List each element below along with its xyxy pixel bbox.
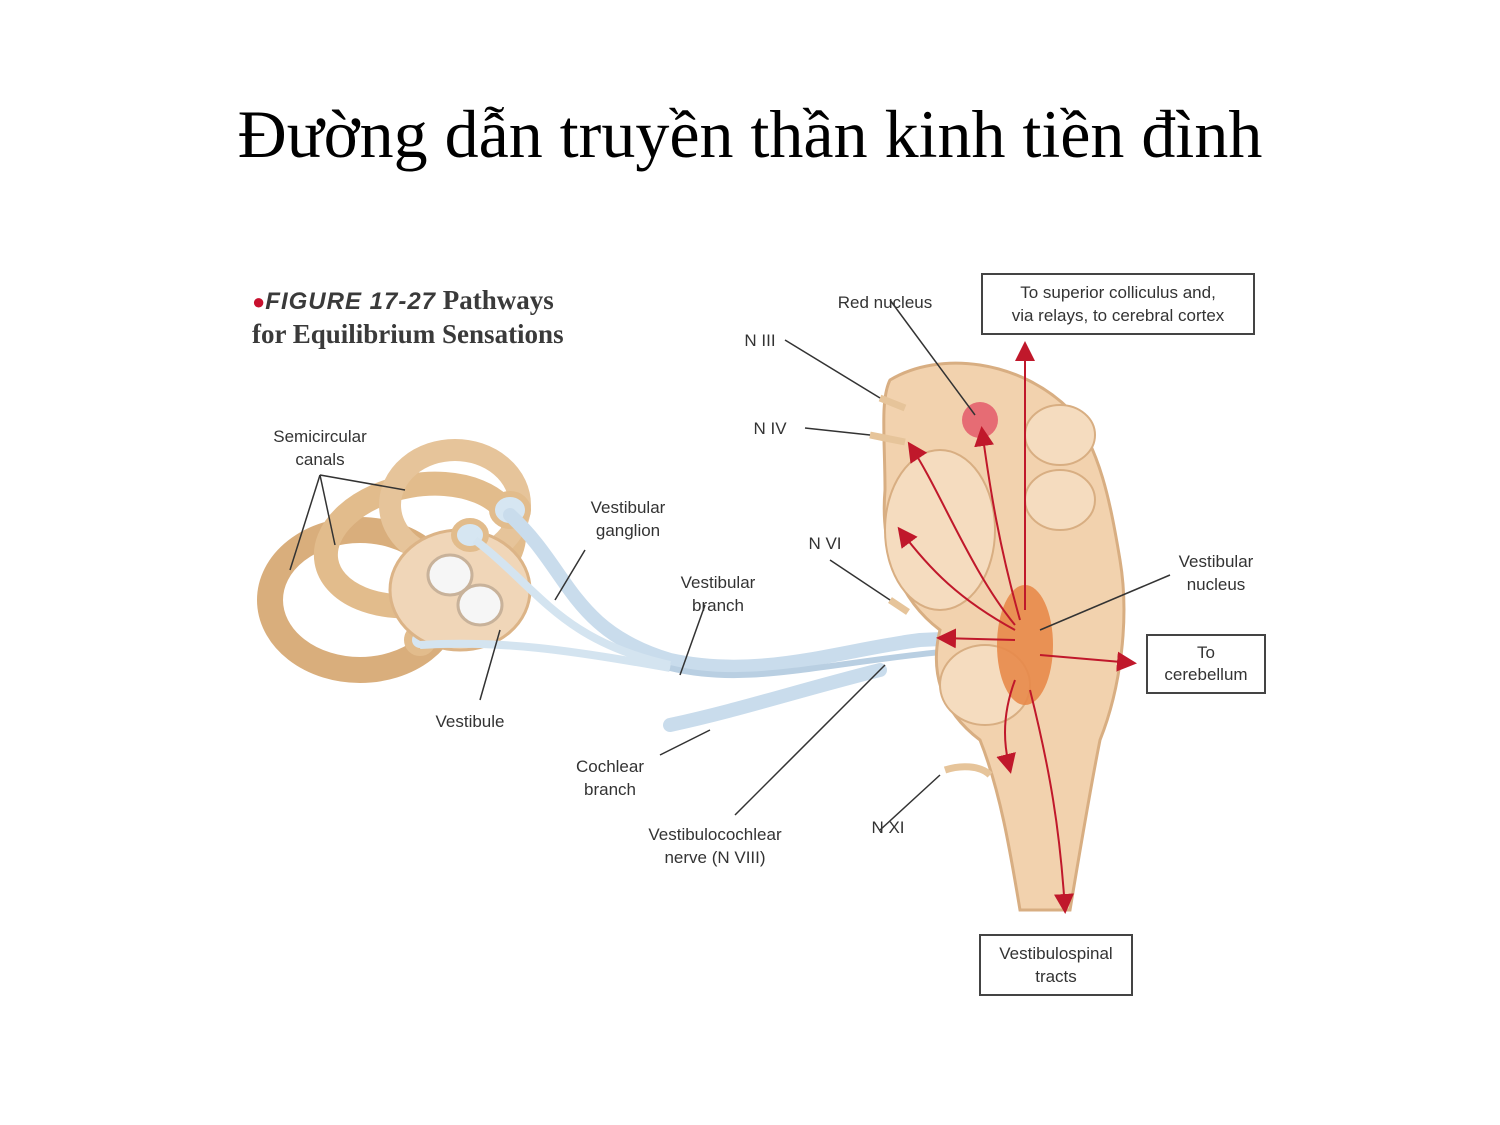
label-vestibular-nucleus-2: nucleus <box>1186 575 1246 594</box>
slide-title: Đường dẫn truyền thần kinh tiền đình <box>237 96 1263 172</box>
cerebellum-box <box>1147 635 1265 693</box>
superior-box-line2: via relays, to cerebral cortex <box>1011 306 1225 325</box>
label-vestibular-branch-1: Vestibular <box>680 573 756 592</box>
label-semicircular: Semicircular <box>273 427 367 446</box>
label-canals: canals <box>295 450 345 469</box>
label-red-nucleus: Red nucleus <box>837 293 933 312</box>
superior-box-line1: To superior colliculus and, <box>1020 283 1216 302</box>
label-cochlear-2: branch <box>584 780 636 799</box>
cerebellum-box-line2: cerebellum <box>1164 665 1248 684</box>
spinal-box-line2: tracts <box>1035 967 1077 986</box>
spinal-box-line1: Vestibulospinal <box>999 944 1113 963</box>
equilibrium-pathways-figure <box>240 270 1280 1010</box>
superior-colliculus-box <box>982 274 1254 334</box>
label-vestibular-ganglion-1: Vestibular <box>590 498 666 517</box>
label-vestibular-ganglion-2: ganglion <box>595 521 661 540</box>
label-n3: N III <box>744 331 776 350</box>
figure-heading-line2: for Equilibrium Sensations <box>252 319 564 349</box>
red-nucleus <box>962 402 998 438</box>
label-vestibulocochlear-2: nerve (N VIII) <box>664 848 766 867</box>
label-vestibule: Vestibule <box>435 712 505 731</box>
label-vestibular-branch-2: branch <box>692 596 744 615</box>
figure-heading-rest: Pathways <box>442 285 554 315</box>
label-vestibulocochlear-1: Vestibulocochlear <box>648 825 782 844</box>
label-n4: N IV <box>753 419 787 438</box>
label-n6: N VI <box>808 534 842 553</box>
label-n11: N XI <box>871 818 905 837</box>
label-cochlear-1: Cochlear <box>575 757 645 776</box>
cochlear-branch <box>670 670 880 725</box>
bullet-dot-icon: ● <box>252 289 266 314</box>
vestibulospinal-box <box>980 935 1132 995</box>
anatomy-illustration <box>240 270 1280 1010</box>
label-vestibular-nucleus-1: Vestibular <box>1178 552 1254 571</box>
figure-number: FIGURE 17-27 <box>265 288 437 315</box>
cerebellum-box-line1: To <box>1197 643 1215 662</box>
